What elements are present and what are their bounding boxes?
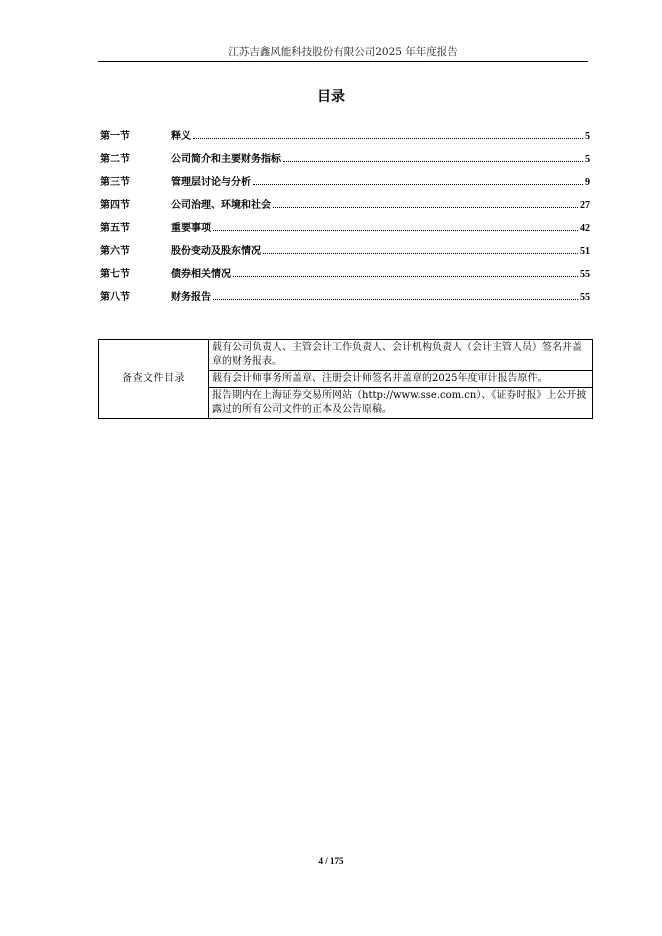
reference-document-item: 载有会计师事务所盖章、注册会计师签名并盖章的2025年度审计报告原件。	[209, 371, 593, 388]
toc-entry[interactable]	[100, 215, 590, 238]
toc-section-title[interactable]: 债券相关情况	[171, 269, 231, 280]
toc-section-title[interactable]: 财务报告	[171, 292, 211, 303]
toc-page-number: 55	[580, 269, 590, 280]
page-number: 4 / 175	[318, 856, 344, 866]
toc-entry[interactable]	[100, 192, 590, 215]
toc-entry[interactable]	[100, 169, 590, 192]
toc-page-number: 9	[585, 177, 590, 188]
toc-section-number: 第二节	[100, 154, 130, 165]
toc-page-number: 27	[580, 200, 590, 211]
toc-section-number: 第八节	[100, 292, 130, 303]
toc-page-number: 5	[585, 131, 590, 142]
header-divider	[98, 61, 588, 62]
toc-section-number: 第五节	[100, 223, 130, 234]
toc-section-title[interactable]: 股份变动及股东情况	[171, 246, 261, 257]
toc-section-title[interactable]: 公司治理、环境和社会	[171, 200, 271, 211]
page-title: 目录	[317, 89, 345, 105]
page-header: 江苏吉鑫风能科技股份有限公司2025 年年度报告	[228, 46, 458, 58]
toc-page-number: 42	[580, 223, 590, 234]
toc-dot-leader	[213, 229, 578, 231]
toc-entry[interactable]	[100, 261, 590, 284]
toc-page-number: 55	[580, 292, 590, 303]
toc-section-number: 第七节	[100, 269, 130, 280]
toc-section-number: 第四节	[100, 200, 130, 211]
reference-document-item: 报告期内在上海证券交易所网站（http://www.sse.com.cn）、《证券时报》上公开披露过的所有公司文件的正本及公告原稿。	[209, 388, 593, 419]
toc-dot-leader	[233, 275, 578, 277]
toc-dot-leader	[273, 206, 578, 208]
reference-document-item: 载有公司负责人、主管会计工作负责人、会计机构负责人（会计主管人员）签名并盖章的财务报表。	[209, 340, 593, 371]
toc-section-number: 第一节	[100, 131, 130, 142]
reference-documents-label: 备查文件目录	[99, 340, 209, 419]
toc-dot-leader	[283, 160, 583, 162]
toc-dot-leader	[213, 298, 578, 300]
toc-section-number: 第六节	[100, 246, 130, 257]
toc-page-number: 5	[585, 154, 590, 165]
toc-entry[interactable]	[100, 123, 590, 146]
toc-section-number: 第三节	[100, 177, 130, 188]
toc-section-title[interactable]: 释义	[171, 131, 191, 142]
toc-dot-leader	[253, 183, 583, 185]
toc-section-title[interactable]: 管理层讨论与分析	[171, 177, 251, 188]
toc-dot-leader	[263, 252, 578, 254]
toc-entry[interactable]	[100, 284, 590, 307]
toc-dot-leader	[193, 137, 583, 139]
reference-documents-table	[98, 339, 593, 419]
toc-section-title[interactable]: 重要事项	[171, 223, 211, 234]
toc-section-title[interactable]: 公司简介和主要财务指标	[171, 154, 281, 165]
toc-entry[interactable]	[100, 238, 590, 261]
toc-entry[interactable]	[100, 146, 590, 169]
toc-page-number: 51	[580, 246, 590, 257]
table-of-contents	[100, 123, 590, 307]
